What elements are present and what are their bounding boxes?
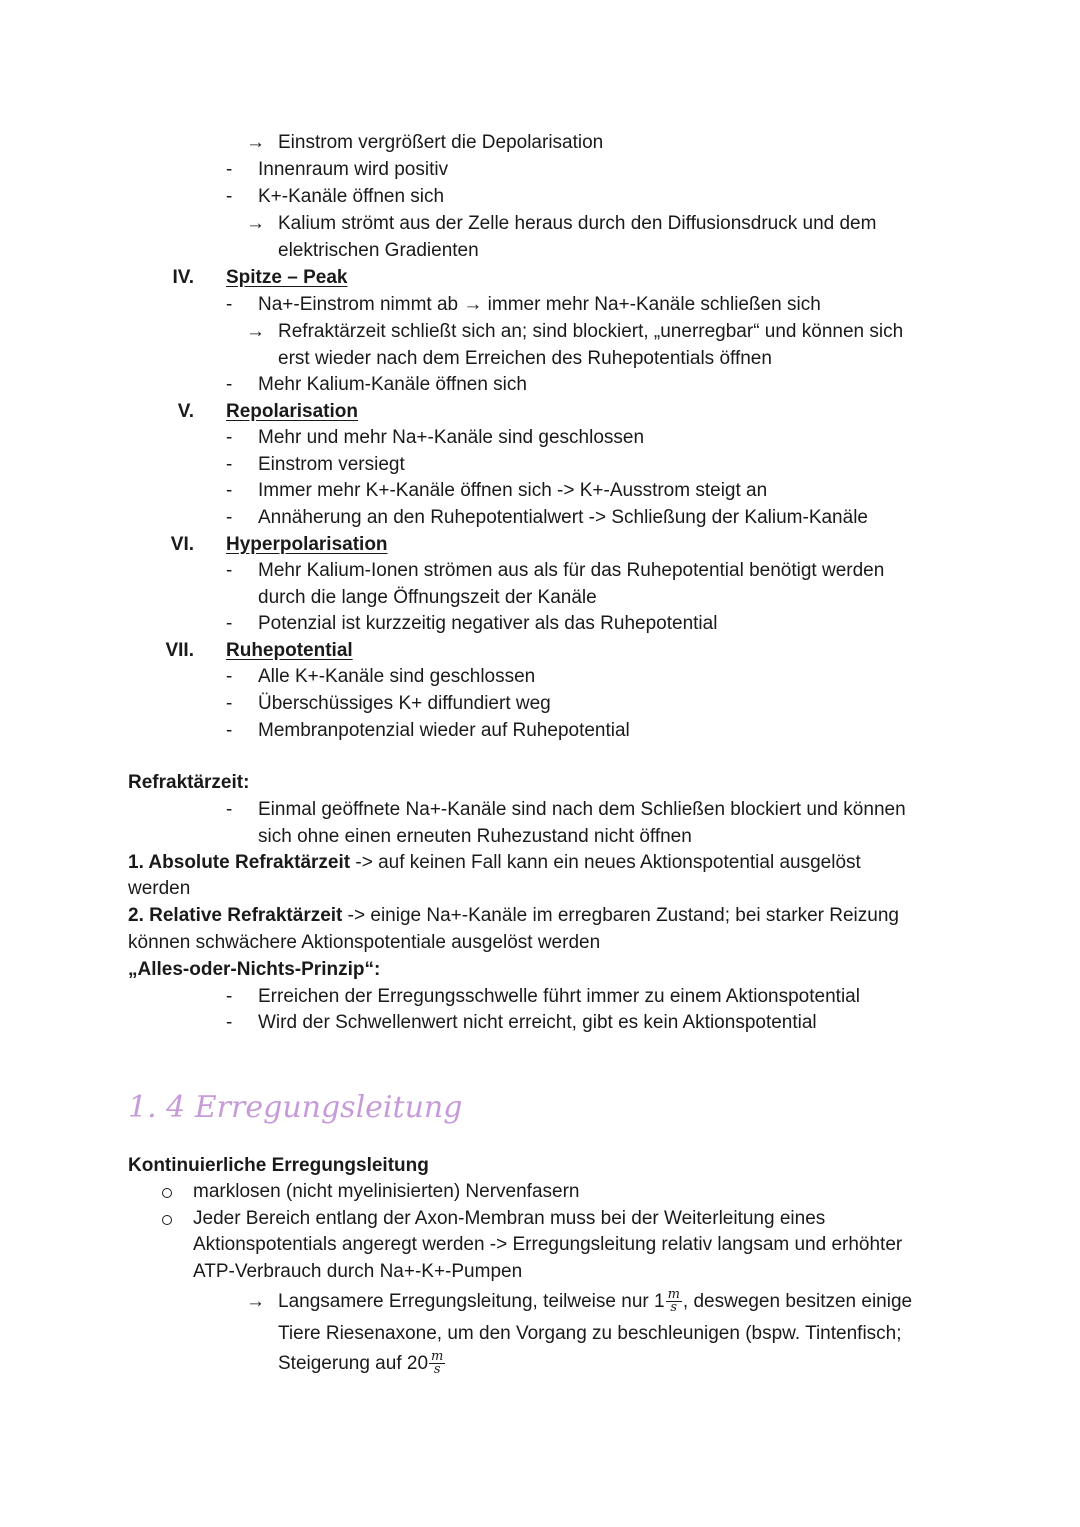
roman-numeral: V. [177, 401, 194, 422]
text-line: Einstrom vergrößert die Depolarisation [278, 132, 604, 153]
absolute-refractory-line [128, 850, 861, 876]
roman-numeral: VI. [170, 534, 194, 555]
arrow-icon: → [246, 321, 265, 342]
term-label: 1. Absolute Refraktärzeit [128, 852, 351, 873]
text-line: elektrischen Gradienten [278, 240, 479, 261]
fraction-denominator: s [433, 1362, 441, 1378]
text-line: können schwächere Aktionspotentiale ausgelöst werden [128, 932, 601, 953]
arrow-icon: → [246, 132, 265, 153]
text-line [278, 1289, 912, 1315]
list-item: - Wird der Schwellenwert nicht erreicht, gibt es kein Aktionspotential [258, 1010, 817, 1036]
section-heading: „Alles-oder-Nichts-Prinzip“: [128, 959, 381, 980]
text-span: Langsamere Erregungsleitung, teilweise nur 1 [278, 1291, 665, 1312]
bullet-circle-icon [162, 1188, 172, 1198]
fraction-numerator: m [667, 1287, 680, 1303]
list-item: - Mehr Kalium-Kanäle öffnen sich [258, 372, 527, 398]
fraction-denominator: s [670, 1300, 678, 1316]
list-item: - Innenraum wird positiv [258, 157, 448, 183]
text-line [278, 1351, 446, 1377]
list-item: - Erreichen der Erregungsschwelle führt immer zu einem Aktionspotential [258, 984, 860, 1010]
text-line: ATP-Verbrauch durch Na+-K+-Pumpen [193, 1261, 523, 1282]
subsection-heading: Kontinuierliche Erregungsleitung [128, 1155, 429, 1176]
text-line: werden [128, 878, 191, 899]
step-heading: Spitze – Peak [226, 267, 348, 288]
arrow-icon: → [246, 213, 265, 234]
text-span: Steigerung auf 20 [278, 1353, 429, 1374]
list-item: - Alle K+-Kanäle sind geschlossen [258, 664, 535, 690]
list-item: - Immer mehr K+-Kanäle öffnen sich -> K+-Ausstrom steigt an [258, 478, 767, 504]
text-span: , deswegen besitzen einige [682, 1291, 913, 1312]
text-line: Refraktärzeit schließt sich an; sind blockiert, „unerregbar“ und können sich [278, 321, 904, 342]
text-span: -> einige Na+-Kanäle im erregbaren Zustand; bei starker Reizung [342, 905, 899, 926]
step-heading: Hyperpolarisation [226, 534, 388, 555]
list-item: marklosen (nicht myelinisierten) Nervenfasern [193, 1181, 580, 1202]
term-label: 2. Relative Refraktärzeit [128, 905, 343, 926]
roman-numeral: VII. [165, 640, 194, 661]
text-line: durch die lange Öffnungszeit der Kanäle [258, 587, 597, 608]
text-line: Kalium strömt aus der Zelle heraus durch den Diffusionsdruck und dem [278, 213, 877, 234]
step-heading: Repolarisation [226, 401, 358, 422]
list-item: - Membranpotenzial wieder auf Ruhepotential [258, 718, 630, 744]
fraction [666, 1289, 682, 1314]
text-line: sich ohne einen erneuten Ruhezustand nicht öffnen [258, 826, 692, 847]
list-item: - Na+-Einstrom nimmt ab → immer mehr Na+-Kanäle schließen sich [258, 292, 821, 318]
relative-refractory-line [128, 903, 899, 929]
step-heading: Ruhepotential [226, 640, 353, 661]
list-item: - Mehr Kalium-Ionen strömen aus als für das Ruhepotential benötigt werden [258, 558, 884, 584]
list-item: - Einmal geöffnete Na+-Kanäle sind nach dem Schließen blockiert und können [258, 797, 906, 823]
list-item: - Mehr und mehr Na+-Kanäle sind geschlossen [258, 425, 644, 451]
list-item: - K+-Kanäle öffnen sich [258, 184, 444, 210]
list-item: - Annäherung an den Ruhepotentialwert -> Schließung der Kalium-Kanäle [258, 505, 868, 531]
text-line: Aktionspotentials angeregt werden -> Erregungsleitung relativ langsam und erhöhter [193, 1234, 903, 1255]
fraction-numerator: m [431, 1349, 444, 1365]
section-title: 1. 4 Erregungsleitung [128, 1090, 463, 1125]
text-line: erst wieder nach dem Erreichen des Ruhepotentials öffnen [278, 348, 772, 369]
text-line: Tiere Riesenaxone, um den Vorgang zu beschleunigen (bspw. Tintenfisch; [278, 1323, 902, 1344]
list-item: Jeder Bereich entlang der Axon-Membran muss bei der Weiterleitung eines [193, 1208, 826, 1229]
text-span: -> auf keinen Fall kann ein neues Aktionspotential ausgelöst [350, 852, 861, 873]
list-item: - Potenzial ist kurzzeitig negativer als das Ruhepotential [258, 611, 717, 637]
list-item: - Überschüssiges K+ diffundiert weg [258, 691, 551, 717]
bullet-circle-icon [162, 1215, 172, 1225]
list-item: - Einstrom versiegt [258, 452, 405, 478]
section-heading: Refraktärzeit: [128, 772, 250, 793]
roman-numeral: IV. [172, 267, 194, 288]
fraction [429, 1351, 445, 1376]
arrow-icon: → [246, 1291, 265, 1312]
